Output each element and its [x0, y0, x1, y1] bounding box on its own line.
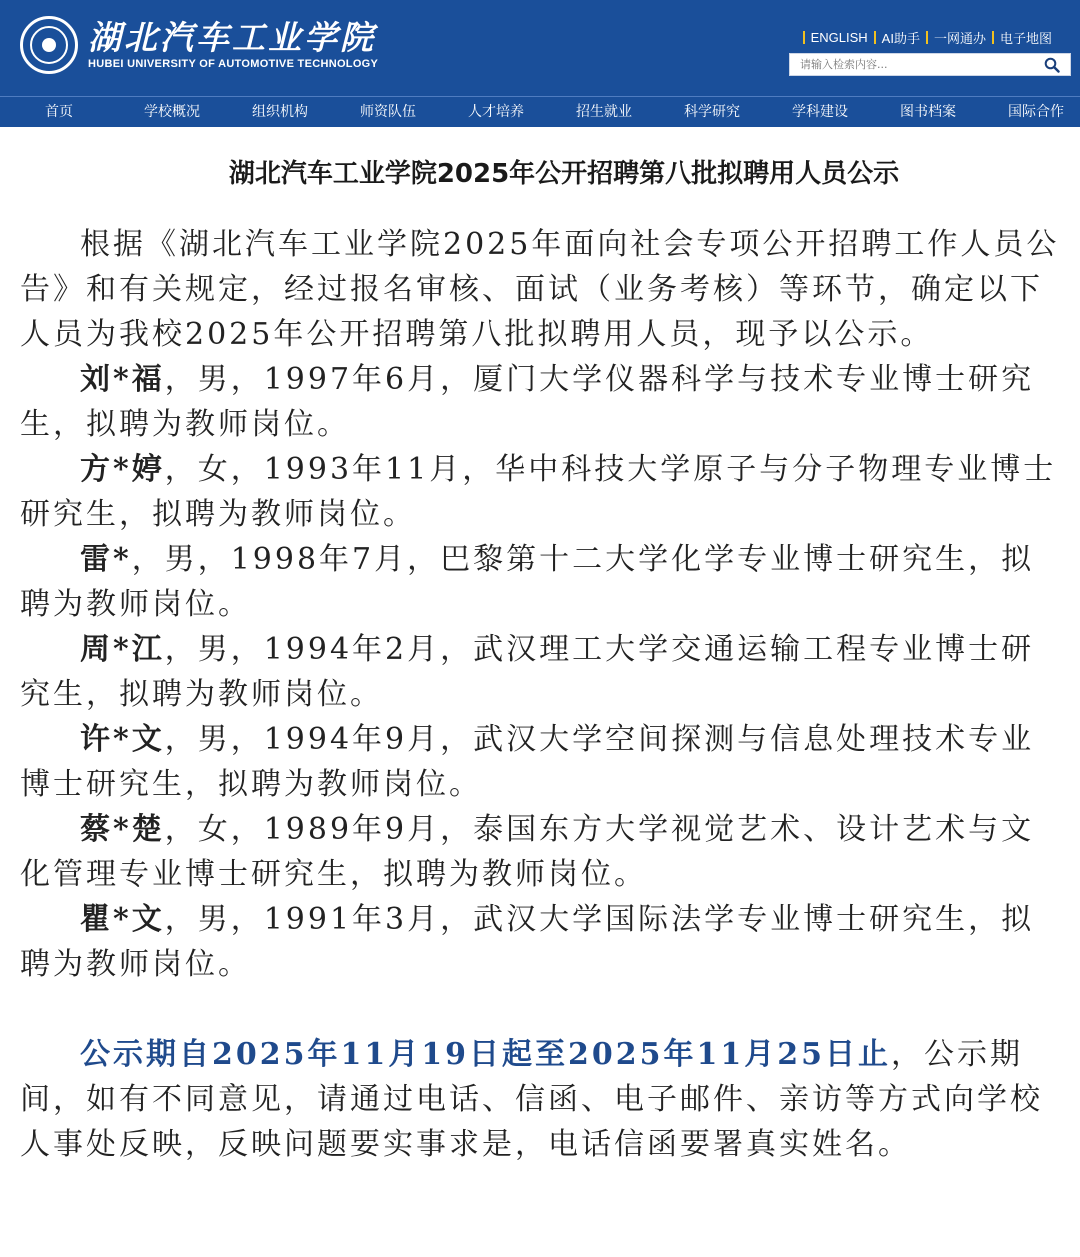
nav-about[interactable]: 学校概况 [144, 104, 200, 120]
candidate-name: 周*江 [80, 632, 165, 667]
notice-instructions: ，公示期间，如有不同意见，请通过电话、信函、电子邮件、亲访等方式向学校人事处反映，反映问题要实事求是，电话信函要署真实姓名。 [20, 1037, 1043, 1162]
site-header [0, 0, 1080, 96]
search-box [789, 53, 1071, 76]
nav-admissions[interactable]: 招生就业 [576, 104, 632, 120]
candidate-name: 蔡*楚 [80, 812, 165, 847]
paragraph-spacer [20, 987, 1066, 1032]
link-ai-assistant[interactable]: AI助手 [881, 31, 920, 46]
candidate-detail: ，男，1998年7月，巴黎第十二大学化学专业博士研究生，拟聘为教师岗位。 [20, 542, 1035, 622]
notice-paragraph [20, 1032, 1066, 1167]
link-separator [926, 31, 928, 44]
search-input[interactable] [800, 56, 1030, 73]
search-icon[interactable] [1044, 57, 1060, 73]
notice-period: 公示期自2025年11月19日起至2025年11月25日止 [80, 1037, 891, 1072]
intro-paragraph: 根据《湖北汽车工业学院2025年面向社会专项公开招聘工作人员公告》和有关规定，经过报名审核、面试（业务考核）等环节，确定以下人员为我校2025年公开招聘第八批拟聘用人员，现予以公示。 [20, 227, 1060, 352]
link-separator [803, 31, 805, 44]
nav-organization[interactable]: 组织机构 [252, 104, 308, 120]
nav-faculty[interactable]: 师资队伍 [360, 104, 416, 120]
candidate-name: 方*婷 [80, 452, 165, 487]
candidate-detail: ，女，1989年9月，泰国东方大学视觉艺术、设计艺术与文化管理专业博士研究生，拟聘为教师岗位。 [20, 812, 1035, 892]
candidate-detail: ，女，1993年11月，华中科技大学原子与分子物理专业博士研究生，拟聘为教师岗位。 [20, 452, 1057, 532]
candidate-name: 许*文 [80, 722, 165, 757]
candidate-name: 瞿*文 [80, 902, 165, 937]
candidate-paragraph [20, 447, 1066, 537]
school-seal-icon [20, 16, 78, 74]
school-logo[interactable] [20, 16, 378, 74]
candidate-paragraph [20, 627, 1066, 717]
main-nav [0, 96, 1080, 127]
nav-disciplines[interactable]: 学科建设 [792, 104, 848, 120]
school-name-block [88, 19, 378, 71]
school-name-cn: 湖北汽车工业学院 [88, 18, 376, 57]
link-separator [874, 31, 876, 44]
candidate-paragraph [20, 717, 1066, 807]
nav-library[interactable]: 图书档案 [900, 104, 956, 120]
candidate-paragraph [20, 537, 1066, 627]
candidate-name: 刘*福 [80, 362, 165, 397]
link-english[interactable]: ENGLISH [810, 30, 868, 45]
candidate-paragraph [20, 897, 1066, 987]
candidate-detail: ，男，1994年9月，武汉大学空间探测与信息处理技术专业博士研究生，拟聘为教师岗位。 [20, 722, 1035, 802]
nav-research[interactable]: 科学研究 [684, 104, 740, 120]
candidate-detail: ，男，1994年2月，武汉理工大学交通运输工程专业博士研究生，拟聘为教师岗位。 [20, 632, 1035, 712]
candidate-detail: ，男，1997年6月，厦门大学仪器科学与技术专业博士研究生，拟聘为教师岗位。 [20, 362, 1035, 442]
link-campus-map[interactable]: 电子地图 [999, 31, 1052, 46]
candidate-paragraph [20, 357, 1066, 447]
candidate-name: 雷* [80, 542, 132, 577]
nav-education[interactable]: 人才培养 [468, 104, 524, 120]
nav-home[interactable]: 首页 [45, 104, 73, 120]
school-name-en: HUBEI UNIVERSITY OF AUTOMOTIVE TECHNOLOGY [88, 58, 379, 70]
link-separator [992, 31, 994, 44]
candidate-detail: ，男，1991年3月，武汉大学国际法学专业博士研究生，拟聘为教师岗位。 [20, 902, 1035, 982]
article-title: 湖北汽车工业学院2025年公开招聘第八批拟聘用人员公示 [228, 159, 900, 189]
nav-international[interactable]: 国际合作 [1008, 104, 1064, 120]
candidate-paragraph [20, 807, 1066, 897]
link-one-stop-service[interactable]: 一网通办 [933, 31, 986, 46]
article-body [20, 222, 1066, 1167]
top-links [803, 28, 1052, 47]
